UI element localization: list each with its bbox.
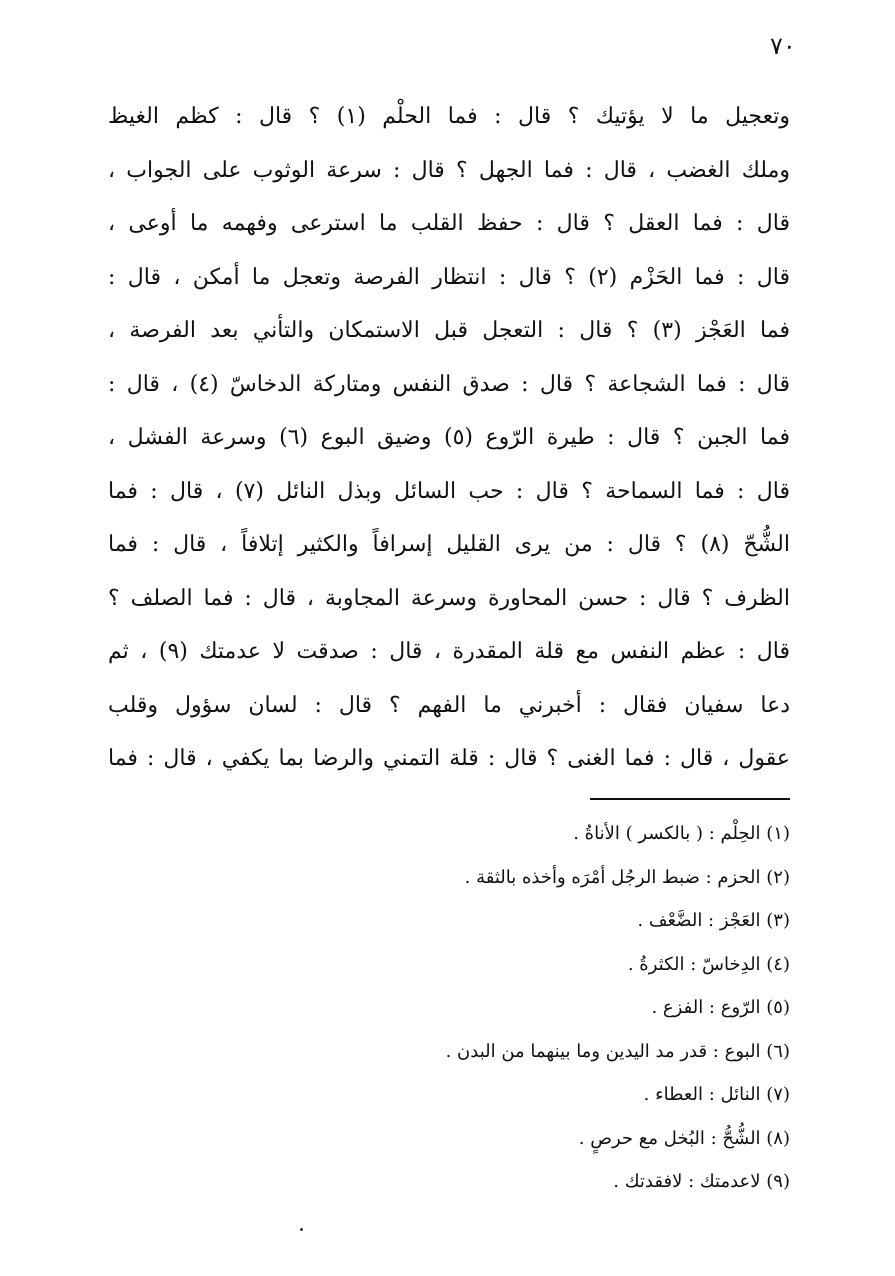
footnote-item: (٥) الرّوع : الفزع . bbox=[651, 997, 790, 1018]
body-line: قال : فما الشجاعة ؟ قال : صدق النفس ومتاركة الدخاسّ (٤) ، قال : bbox=[108, 371, 790, 397]
footnote-separator bbox=[590, 798, 790, 800]
body-line: دعا سفيان فقال : أخبرني ما الفهم ؟ قال : لسان سؤول وقلب bbox=[108, 692, 790, 718]
footnote-item: (٢) الحزم : ضبط الرجُل أمْرَه وأخذه بالثقة . bbox=[464, 866, 790, 888]
body-line: عقول ، قال : فما الغنى ؟ قال : قلة التمني والرضا بما يكفي ، قال : فما bbox=[108, 746, 790, 771]
footnotes bbox=[300, 812, 790, 1204]
body-line: فما الجبن ؟ قال : طيرة الرّوع (٥) وضيق البوع (٦) وسرعة الفشل ، bbox=[108, 425, 790, 450]
body-line: وملك الغضب ، قال : فما الجهل ؟ قال : سرعة الوثوب على الجواب ، bbox=[108, 157, 790, 183]
footnote-item: (٩) لاعدمتك : لافقدتك . bbox=[613, 1171, 790, 1192]
page-number: ٧٠ bbox=[770, 32, 796, 60]
body-line: قال : فما السماحة ؟ قال : حب السائل وبذل النائل (٧) ، قال : فما bbox=[108, 478, 790, 504]
body-line: قال : عظم النفس مع قلة المقدرة ، قال : صدقت لا عدمتك (٩) ، ثم bbox=[108, 639, 790, 664]
body-line: الشُّحّ (٨) ؟ قال : من يرى القليل إسرافاً والكثير إتلافاً ، قال : فما bbox=[108, 532, 790, 557]
footnote-item: (٦) البوع : قدر مد اليدين وما بينهما من البدن . bbox=[445, 1040, 790, 1062]
stray-mark bbox=[300, 1228, 303, 1231]
footnote-item: (١) الحِلْم : ( بالكسر ) الأناةُ . bbox=[573, 823, 790, 844]
body-line: وتعجيل ما لا يؤتيك ؟ قال : فما الحلْم (١) ؟ قال : كظم الغيظ bbox=[108, 104, 790, 129]
body-text bbox=[108, 90, 790, 786]
footnote-item: (٣) العَجْز : الضَّعْف . bbox=[637, 910, 790, 931]
body-line: قال : فما العقل ؟ قال : حفظ القلب ما استرعى وفهمه ما أوعى ، bbox=[108, 211, 790, 236]
body-line: قال : فما الحَزْم (٢) ؟ قال : انتظار الفرصة وتعجل ما أمكن ، قال : bbox=[108, 264, 790, 290]
footnote-item: (٧) النائل : العطاء . bbox=[643, 1084, 790, 1105]
footnote-item: (٤) الدِخاسّ : الكثرةُ . bbox=[627, 953, 790, 975]
body-line: فما العَجْز (٣) ؟ قال : التعجل قبل الاستمكان والتأني بعد الفرصة ، bbox=[108, 318, 790, 343]
footnote-item: (٨) الشُّحُّ : البُخل مع حرصٍ . bbox=[578, 1127, 790, 1149]
body-line: الظرف ؟ قال : حسن المحاورة وسرعة المجاوبة ، قال : فما الصلف ؟ bbox=[108, 585, 790, 611]
